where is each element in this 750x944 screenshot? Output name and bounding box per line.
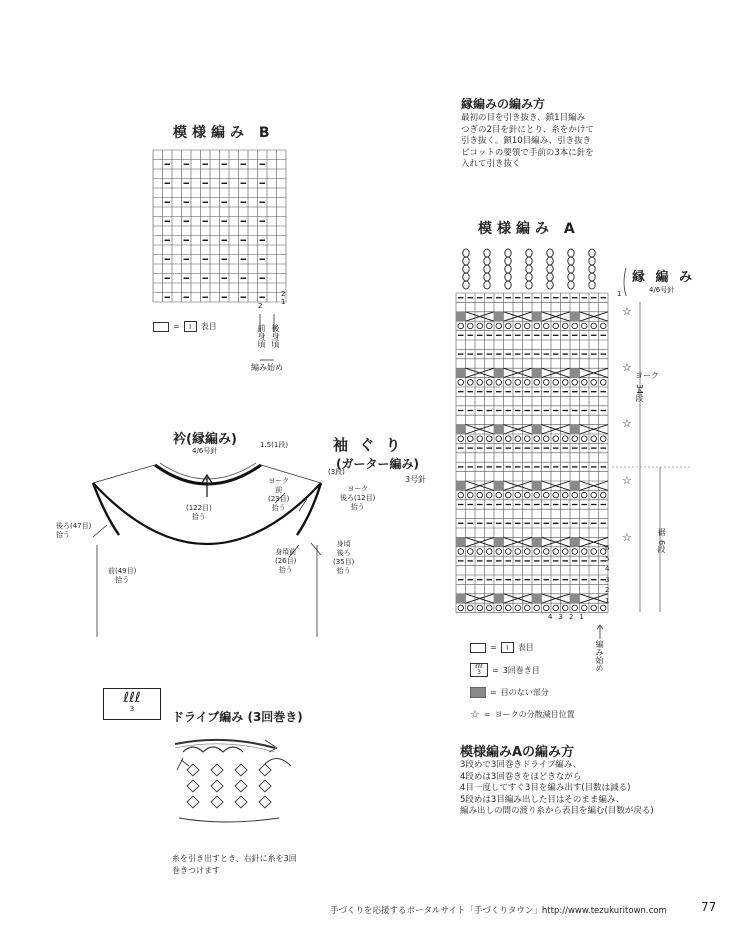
front-left-line: 拾う <box>115 576 130 584</box>
legend-star-label: ヨークの分散減目位置 <box>494 710 575 719</box>
back-left-line: 拾う <box>56 531 70 539</box>
center-line: (122目) <box>186 504 212 512</box>
front-left-label <box>108 567 136 585</box>
edging-line-2: つぎの2目を針にとり、糸をかけて <box>461 124 594 135</box>
edging-needle: 4/6号針 <box>649 286 675 294</box>
pattern-a-start-label: 編み始め <box>595 640 604 672</box>
legend-knit-label: 表目 <box>517 643 534 652</box>
edging-line-1: 最初の目を引き抜き、鎖1目編み <box>461 113 586 123</box>
row-number: 3 <box>605 575 610 584</box>
body-back-line: 身頃 <box>336 540 351 548</box>
annotation-front-body: 前身頃 <box>257 324 266 348</box>
body-rows: 6段 <box>657 540 666 554</box>
pattern-a-col-numbers <box>548 613 584 622</box>
no-stitch-icon <box>470 687 486 698</box>
knit-symbol-icon: I <box>501 642 514 653</box>
pattern-a-method-title: 模様編みAの編み方 <box>460 745 575 760</box>
star-icon: ☆ <box>622 305 632 318</box>
yoke-rows: 34段 <box>635 384 644 403</box>
sleeve-title: 袖 ぐ り <box>333 436 404 454</box>
yoke-back-line: 後ろ(12目) <box>340 494 376 502</box>
legend-row-knit: = I 表目 <box>470 642 575 653</box>
drive-stitch-illustration <box>165 730 305 835</box>
method-line-3: 4目一度してすぐ3目を編み出す(目数は減る) <box>460 783 631 793</box>
body-back-line: 拾う <box>336 567 351 575</box>
collar-rows: 1.5(1段) <box>260 441 289 449</box>
pattern-a-start-arrow <box>595 625 605 639</box>
edging-line-4: ピコットの要領で手前の3本に針を <box>461 147 594 158</box>
collar-title: 衿(縁編み) <box>173 432 237 447</box>
star-icon: ☆ <box>622 417 632 430</box>
edging-line-5: 入れて引き抜く <box>461 159 521 169</box>
knit-symbol-icon: I <box>184 321 197 332</box>
pattern-a-method-text <box>460 760 720 818</box>
edging-picots <box>456 245 616 295</box>
col-number: 3 <box>558 613 563 621</box>
body-front-line: (26目) <box>275 557 297 565</box>
edging-method-title: 縁編みの編み方 <box>461 97 546 111</box>
row-number: 6 <box>605 544 610 552</box>
pattern-b-legend <box>153 321 217 332</box>
footer-text: 手づくりを応援するポータルサイト「手づくりタウン」http://www.tezukuritown.com <box>330 906 667 916</box>
legend-row-star: ☆ = ヨークの分散減目位置 <box>470 708 575 721</box>
yoke-back-line: ヨーク <box>347 485 369 493</box>
row-number: 2 <box>605 586 610 594</box>
legend-row-gray: = 目のない部分 <box>470 687 575 698</box>
row-number: 4 <box>605 565 610 573</box>
yoke-back-label <box>340 485 375 512</box>
legend-gray-label: 目のない部分 <box>500 688 549 697</box>
caption-line: 糸を引き出すとき、右針に糸を3回 <box>172 854 297 863</box>
yoke-label: ヨーク <box>635 371 659 380</box>
pattern-a-legend <box>470 642 575 721</box>
sleeve-subtitle: (ガーター編み) <box>336 457 419 471</box>
collar-needle: 4/6号針 <box>192 447 218 455</box>
body-front-label <box>275 548 296 575</box>
star-icon: ☆ <box>622 531 632 544</box>
center-pickup-label <box>186 504 212 522</box>
sleeve-rows: (3段) <box>328 468 345 476</box>
col-number: 1 <box>579 613 584 621</box>
drive-stitch-caption <box>172 853 297 877</box>
edging-method-text <box>461 113 641 171</box>
pattern-a-title: 模様編み A <box>478 221 580 237</box>
method-line-2: 4段めは3回巻きをほどきながら <box>460 771 582 782</box>
pattern-b-row-2: 2 <box>281 290 286 298</box>
garment-outline <box>85 455 355 645</box>
edging-row: 1 <box>617 290 622 298</box>
body-front-line: 拾う <box>278 566 293 574</box>
drive-stitch-symbol <box>103 688 161 720</box>
yoke-front-line: 拾う <box>271 504 286 512</box>
star-icon: ☆ <box>470 708 480 721</box>
triple-wrap-icon: ℓℓℓ 3 <box>470 663 488 677</box>
body-label: 裾 <box>657 528 666 536</box>
drive-box-label: 3 <box>129 705 135 713</box>
drive-stitch-title: ドライブ編み (3回巻き) <box>172 710 303 724</box>
front-left-line: 前(49目) <box>108 567 137 575</box>
col-number: 4 <box>548 613 553 621</box>
method-line-5: 編み出しの間の渡り糸から表目を編む(目数が戻る) <box>460 806 654 816</box>
body-back-label <box>333 540 354 576</box>
method-line-4: 5段めは3目編み出した目はそのまま編み、 <box>460 794 625 805</box>
center-line: 拾う <box>191 513 206 521</box>
back-left-line: 後ろ(47目) <box>56 522 92 530</box>
legend-knit-label: 表目 <box>200 322 217 331</box>
yoke-back-line: 拾う <box>350 503 365 511</box>
star-icon: ☆ <box>622 361 632 374</box>
legend-wrap-label: 3回巻き目 <box>502 665 540 675</box>
yoke-front-line: (23目) <box>268 495 290 503</box>
yoke-front-line: ヨーク <box>268 477 290 485</box>
body-back-line: (35目) <box>333 558 355 566</box>
row-number: 1 <box>605 596 610 605</box>
triple-wrap-icon: ℓℓℓ <box>123 690 141 706</box>
pattern-b-col-2: 2 <box>258 302 263 310</box>
edging-line-3: 引き抜く。鎖10目編み、引き抜き <box>461 136 592 146</box>
method-line-1: 3段めで3回巻きドライブ編み、 <box>460 760 582 770</box>
pattern-a-row-numbers <box>605 543 609 606</box>
page-number: 77 <box>701 900 717 914</box>
row-number: 5 <box>605 554 610 563</box>
star-icon: ☆ <box>622 474 632 487</box>
yoke-front-line: 前 <box>275 486 283 494</box>
caption-line: 巻きつけます <box>172 866 220 875</box>
annotation-back-body: 後身頃 <box>271 324 280 348</box>
col-number: 2 <box>568 613 574 621</box>
back-left-label <box>56 522 91 540</box>
empty-cell-icon <box>470 643 486 653</box>
pattern-b-title: 模様編み B <box>173 125 275 141</box>
sleeve-needle: 3号針 <box>405 475 427 484</box>
legend-row-wrap: ℓℓℓ 3 = 3回巻き目 <box>470 663 575 677</box>
pattern-b-chart <box>153 150 293 310</box>
edging-label: 縁 編 み <box>632 270 696 285</box>
pattern-a-chart <box>456 293 616 623</box>
pattern-b-row-1: 1 <box>281 298 286 306</box>
yoke-front-label <box>268 477 289 513</box>
empty-cell-icon <box>153 322 169 332</box>
pattern-b-start-label: 編み始め <box>251 363 283 372</box>
body-back-line: 後ろ <box>336 549 351 557</box>
body-front-line: 身頃前 <box>275 548 297 556</box>
legend-equals: = <box>173 322 180 331</box>
